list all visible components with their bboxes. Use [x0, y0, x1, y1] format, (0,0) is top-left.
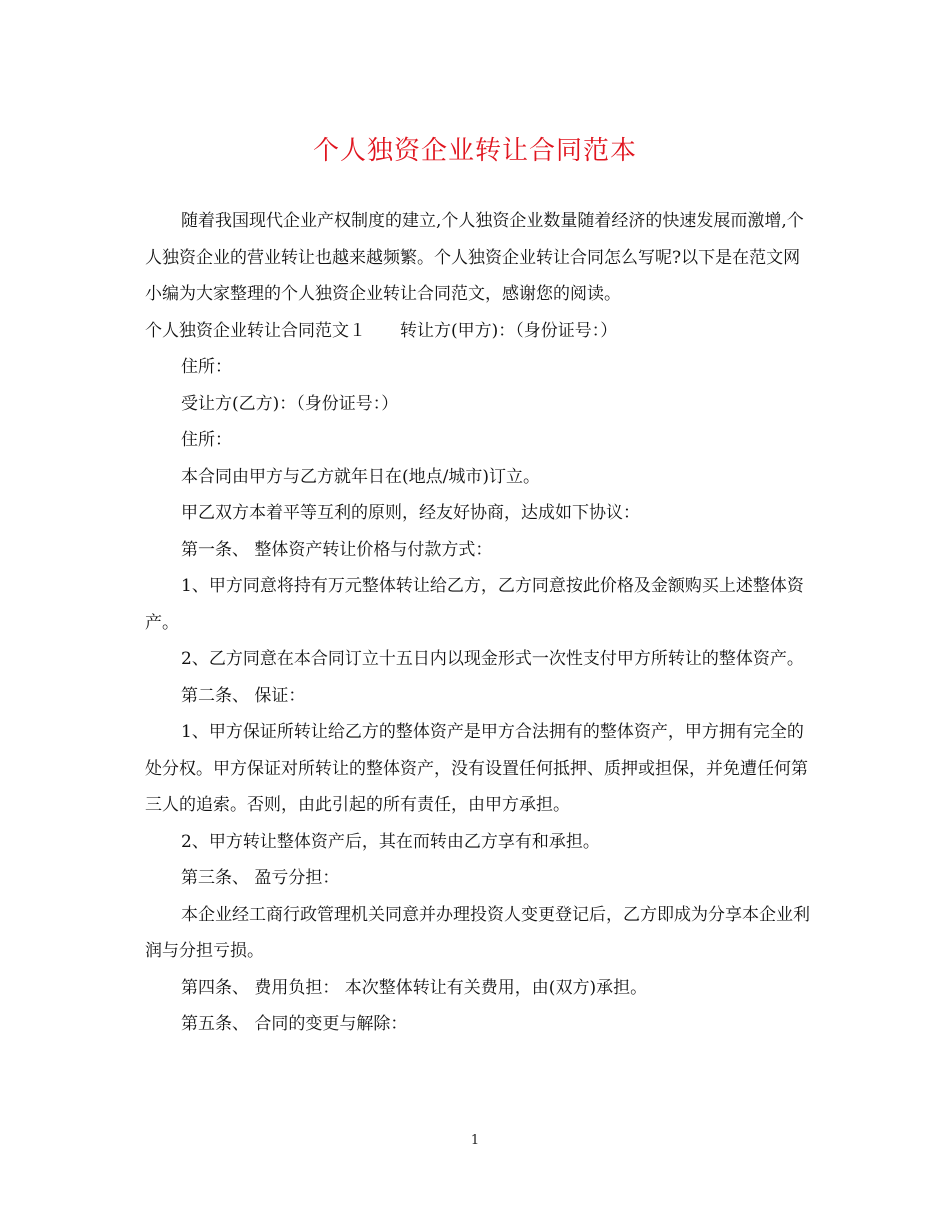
article-1-heading: 第一条、 整体资产转让价格与付款方式：	[181, 539, 493, 560]
article-2-clause-1: 1、甲方保证所转让给乙方的整体资产是甲方合法拥有的整体资产，甲方拥有完全的处分权。甲方保证对所转让的整体资产，没有设置任何抵押、质押或担保，并免遭任何第三人的追索。否则，由此引起的所有责任，由甲方承担。	[145, 722, 808, 815]
paragraph-intro: 随着我国现代企业产权制度的建立,个人独资企业数量随着经济的快速发展而激增,个人独资企业的营业转让也越来越频繁。个人独资企业转让合同怎么写呢?以下是在范文网小编为大家整理的个人独资企业转让合同范文，感谢您的阅读。	[145, 211, 804, 304]
article-2-clause-2: 2、甲方转让整体资产后，其在而转由乙方享有和承担。	[181, 831, 600, 852]
paragraph-contract-place: 本合同由甲方与乙方就年日在(地点/城市)订立。	[181, 466, 540, 487]
document-title: 个人独资企业转让合同范本	[312, 136, 637, 166]
paragraph-transferee-address: 住所：	[181, 430, 232, 450]
paragraph-transferor: 个人独资企业转让合同范文１ 转让方(甲方)：（身份证号：）	[145, 320, 618, 341]
paragraph-agreement: 甲乙双方本着平等互利的原则，经友好协商，达成如下协议：	[181, 503, 640, 523]
article-1-clause-1: 1、甲方同意将持有万元整体转让给乙方，乙方同意按此价格及金额购买上述整体资产。	[145, 576, 804, 633]
page-number: 1	[470, 1133, 480, 1148]
article-4: 第四条、 费用负担： 本次整体转让有关费用，由(双方)承担。	[181, 977, 648, 998]
article-3-heading: 第三条、 盈亏分担：	[181, 868, 340, 888]
paragraph-transferee: 受让方(乙方)：（身份证号：）	[181, 393, 399, 414]
document-body	[145, 203, 810, 1043]
article-1-clause-2: 2、乙方同意在本合同订立十五日内以现金形式一次性支付甲方所转让的整体资产。	[181, 649, 804, 669]
article-2-heading: 第二条、 保证：	[181, 685, 306, 706]
paragraph-transferor-address: 住所：	[181, 357, 232, 377]
article-5-heading: 第五条、 合同的变更与解除：	[181, 1014, 408, 1034]
article-3-clause: 本企业经工商行政管理机关同意并办理投资人变更登记后，乙方即成为分享本企业利润与分担亏损。	[145, 904, 810, 961]
